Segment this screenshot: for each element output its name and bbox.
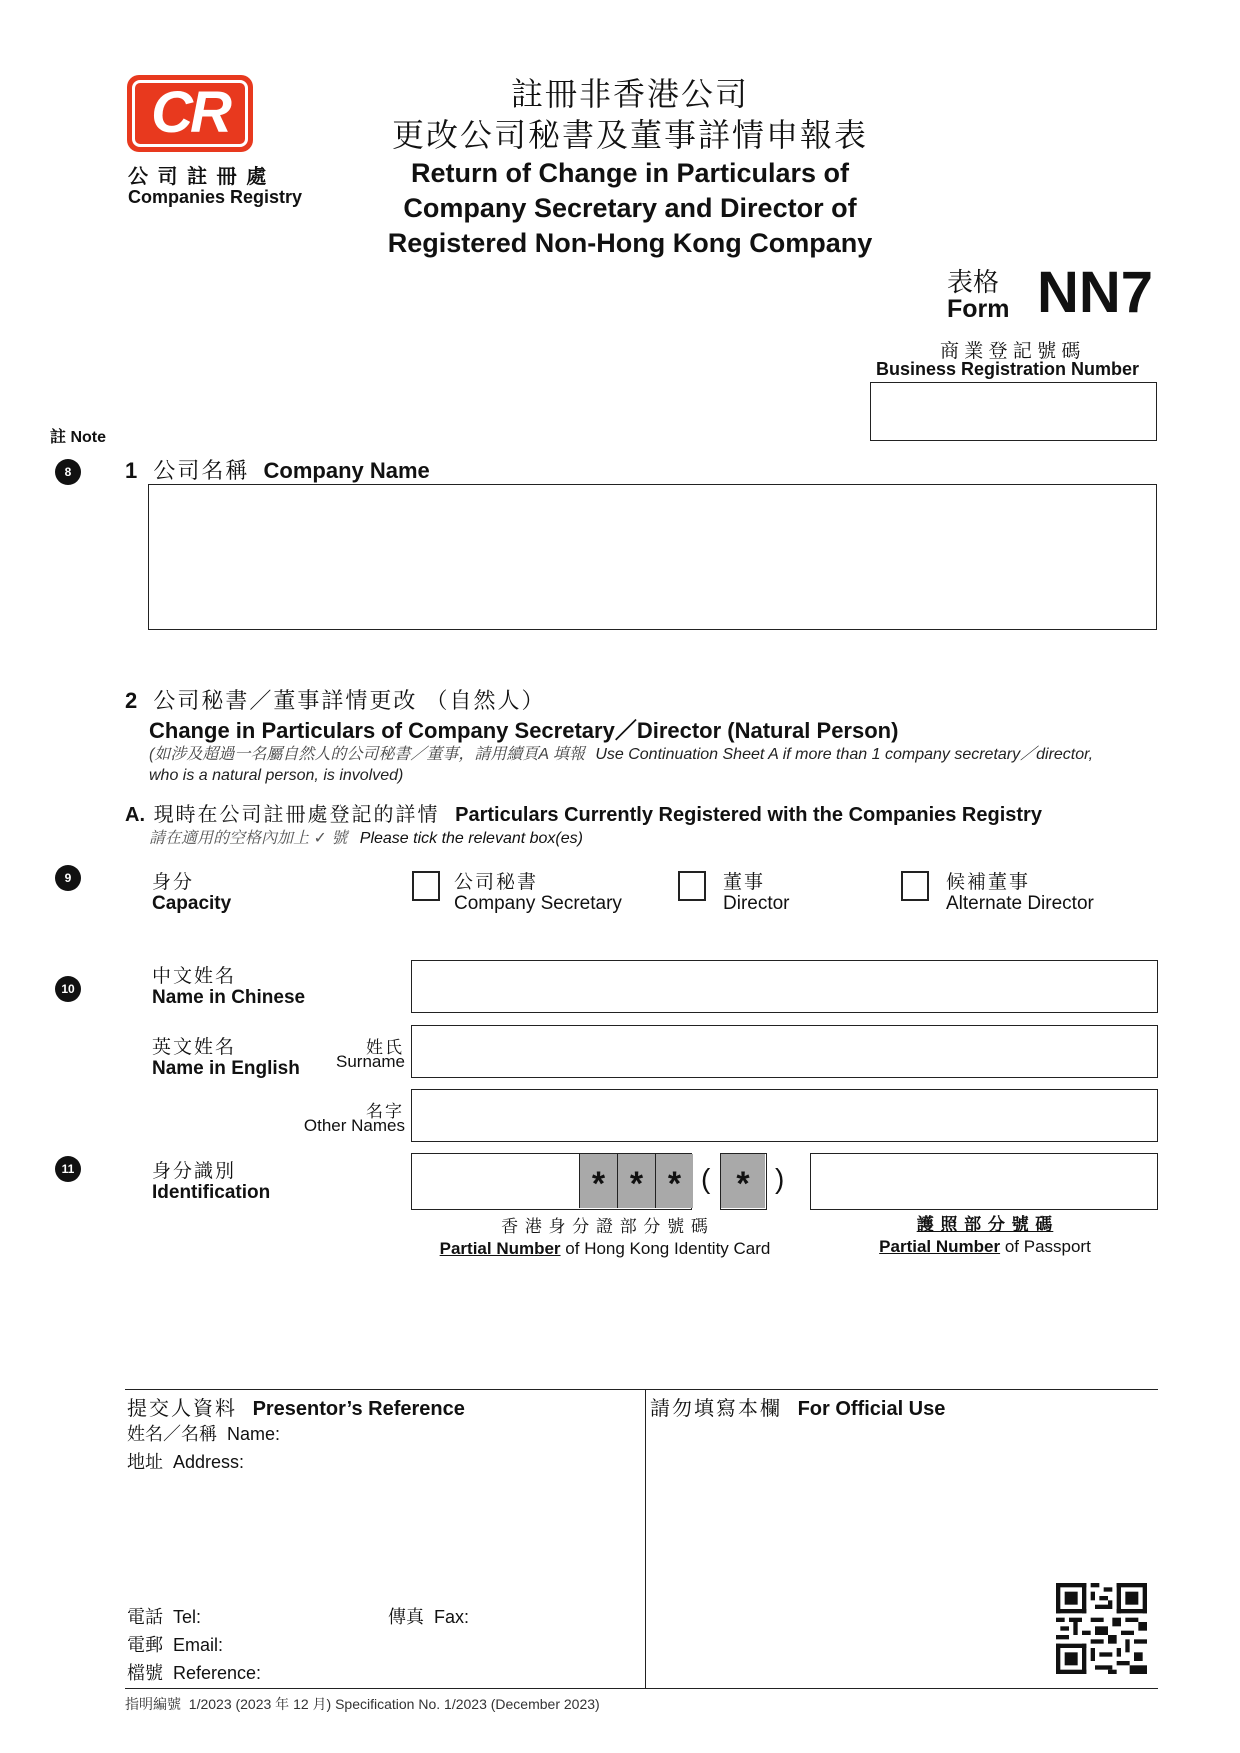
section1-number: 1 xyxy=(125,458,138,483)
subsection-a-title-zh: 現時在公司註冊處登記的詳情 xyxy=(153,804,440,826)
presentor-name-label: 姓名／名稱 Name: xyxy=(127,1424,281,1444)
hkid-mask-3: * xyxy=(655,1154,693,1208)
title-en-2: Company Secretary and Director of xyxy=(403,193,857,223)
title-zh-2: 更改公司秘書及董事詳情申報表 xyxy=(391,117,868,153)
presentor-reference-label: 檔號 Reference: xyxy=(127,1663,262,1683)
note-label: 註 Note xyxy=(50,429,107,446)
hkid-caption-en-rest: of Hong Kong Identity Card xyxy=(565,1239,771,1258)
passport-caption-en-underlined: Partial Number xyxy=(879,1237,1001,1256)
capacity-label-en: Capacity xyxy=(152,893,232,914)
cr-logo xyxy=(127,75,253,152)
official-use-title-en: For Official Use xyxy=(797,1398,946,1420)
director-label-en: Director xyxy=(723,893,790,914)
continuation-note-en-1: Use Continuation Sheet A if more than 1 company secretary／director, xyxy=(595,746,1094,763)
title-zh-1: 註冊非香港公司 xyxy=(510,76,749,112)
qr-code-icon xyxy=(1056,1583,1147,1674)
note-bullet-8: 8 xyxy=(55,459,81,485)
identification-label-zh: 身分識別 xyxy=(152,1161,237,1182)
capacity-label-zh: 身分 xyxy=(152,872,195,893)
passport-caption-en xyxy=(835,1236,1135,1258)
brn-label-en: Business Registration Number xyxy=(876,359,1140,379)
form-code: NN7 xyxy=(1037,260,1154,325)
alternate-director-checkbox[interactable] xyxy=(901,871,929,901)
hkid-mask-1: * xyxy=(579,1154,617,1208)
note-bullet-11: 11 xyxy=(55,1156,81,1182)
logo-text: CR xyxy=(151,80,229,145)
section1-heading xyxy=(125,454,430,485)
alternate-director-label-en: Alternate Director xyxy=(946,893,1094,914)
passport-caption xyxy=(835,1214,1135,1258)
title-en-3: Registered Non-Hong Kong Company xyxy=(387,228,873,258)
section2-title-zh: 公司秘書／董事詳情更改 （自然人） xyxy=(153,688,546,713)
director-checkbox[interactable] xyxy=(678,871,706,901)
hkid-close-paren: ) xyxy=(775,1163,785,1194)
passport-caption-zh: 護 照 部 分 號 碼 xyxy=(916,1215,1054,1234)
company-secretary-label-en: Company Secretary xyxy=(454,893,622,914)
company-secretary-checkbox[interactable] xyxy=(412,871,440,901)
surname-label-zh: 姓氏 xyxy=(366,1038,404,1057)
title-en-1: Return of Change in Particulars of xyxy=(410,158,850,188)
name-english-label-en: Name in English xyxy=(152,1058,300,1079)
brn-label-zh: 商 業 登 記 號 碼 xyxy=(940,341,1081,362)
presentor-fax-label: 傳真 Fax: xyxy=(388,1607,470,1627)
brn-input[interactable] xyxy=(870,382,1157,441)
section2-number: 2 xyxy=(125,688,138,713)
official-use-title xyxy=(650,1392,945,1421)
presentor-address-label: 地址 Address: xyxy=(127,1452,245,1472)
tick-instruction-zh: 請在適用的空格內加上 ✓ 號 xyxy=(149,830,348,847)
bottom-bottom-rule xyxy=(125,1688,1158,1689)
footer-spec: 指明編號 1/2023 (2023 年 12 月) Specification No. 1/2023 (December 2023) xyxy=(125,1696,600,1712)
surname-label-en: Surname xyxy=(336,1052,405,1071)
passport-caption-en-rest: of Passport xyxy=(1004,1237,1091,1256)
name-english-label-zh: 英文姓名 xyxy=(152,1037,237,1058)
other-names-input[interactable] xyxy=(411,1089,1158,1142)
director-label-zh: 董事 xyxy=(723,872,766,893)
hkid-caption-en-underlined: Partial Number xyxy=(439,1239,561,1258)
continuation-note-zh: (如涉及超過一名屬自然人的公司秘書／董事，請用續頁A 填報 xyxy=(149,746,585,763)
section2-title-en: Change in Particulars of Company Secretary／Director (Natural Person) xyxy=(149,718,899,743)
hkid-caption-en xyxy=(430,1238,780,1260)
subsection-a-title-en: Particulars Currently Registered with the Companies Registry xyxy=(455,804,1042,826)
section2-heading xyxy=(125,684,546,715)
hkid-caption-zh xyxy=(430,1216,780,1238)
other-names-label-en: Other Names xyxy=(303,1116,405,1135)
form-label-en: Form xyxy=(947,295,1010,323)
hkid-caption xyxy=(430,1216,780,1260)
bottom-top-rule xyxy=(125,1389,1158,1390)
presentor-email-label: 電郵 Email: xyxy=(127,1635,224,1655)
hkid-partial-input[interactable] xyxy=(411,1153,692,1210)
presentor-title-en: Presentor’s Reference xyxy=(252,1398,465,1420)
official-use-title-zh: 請勿填寫本欄 xyxy=(650,1398,782,1420)
section1-title-en: Company Name xyxy=(263,458,430,483)
hkid-caption-zh-text: 香 港 身 分 證 部 分 號 碼 xyxy=(501,1217,709,1236)
company-secretary-label-zh: 公司秘書 xyxy=(454,872,539,893)
alternate-director-label-zh: 候補董事 xyxy=(946,872,1031,893)
other-names-label-zh: 名字 xyxy=(366,1102,404,1121)
continuation-note-en-2: who is a natural person, is involved) xyxy=(149,767,404,784)
passport-partial-input[interactable] xyxy=(810,1153,1158,1210)
subsection-a-heading xyxy=(125,798,1042,827)
hkid-check-digit[interactable] xyxy=(720,1153,767,1210)
presentor-title-zh: 提交人資料 xyxy=(127,1398,237,1420)
subsection-a-label: A. xyxy=(125,804,145,826)
name-chinese-input[interactable] xyxy=(411,960,1158,1013)
identification-label-en: Identification xyxy=(152,1182,271,1203)
registry-name-en: Companies Registry xyxy=(128,187,303,207)
presentor-tel-label: 電話 Tel: xyxy=(127,1607,202,1627)
name-chinese-label-en: Name in Chinese xyxy=(152,987,306,1008)
hkid-check-mask: * xyxy=(721,1154,765,1208)
bottom-divider xyxy=(645,1389,646,1688)
hkid-open-paren: ( xyxy=(701,1163,711,1194)
tick-instruction-en: Please tick the relevant box(es) xyxy=(359,830,583,847)
presentor-title xyxy=(127,1392,465,1421)
section1-title-zh: 公司名稱 xyxy=(153,458,250,483)
name-chinese-label-zh: 中文姓名 xyxy=(152,966,237,987)
surname-input[interactable] xyxy=(411,1025,1158,1078)
tick-instruction xyxy=(149,825,583,848)
hkid-mask-2: * xyxy=(617,1154,655,1208)
note-bullet-10: 10 xyxy=(55,976,81,1002)
note-bullet-9: 9 xyxy=(55,865,81,891)
continuation-note xyxy=(149,744,1159,786)
company-name-input[interactable] xyxy=(148,484,1157,630)
page-title xyxy=(350,74,910,261)
form-label-zh: 表格 xyxy=(947,267,1000,297)
registry-name-zh: 公 司 註 冊 處 xyxy=(128,166,269,188)
